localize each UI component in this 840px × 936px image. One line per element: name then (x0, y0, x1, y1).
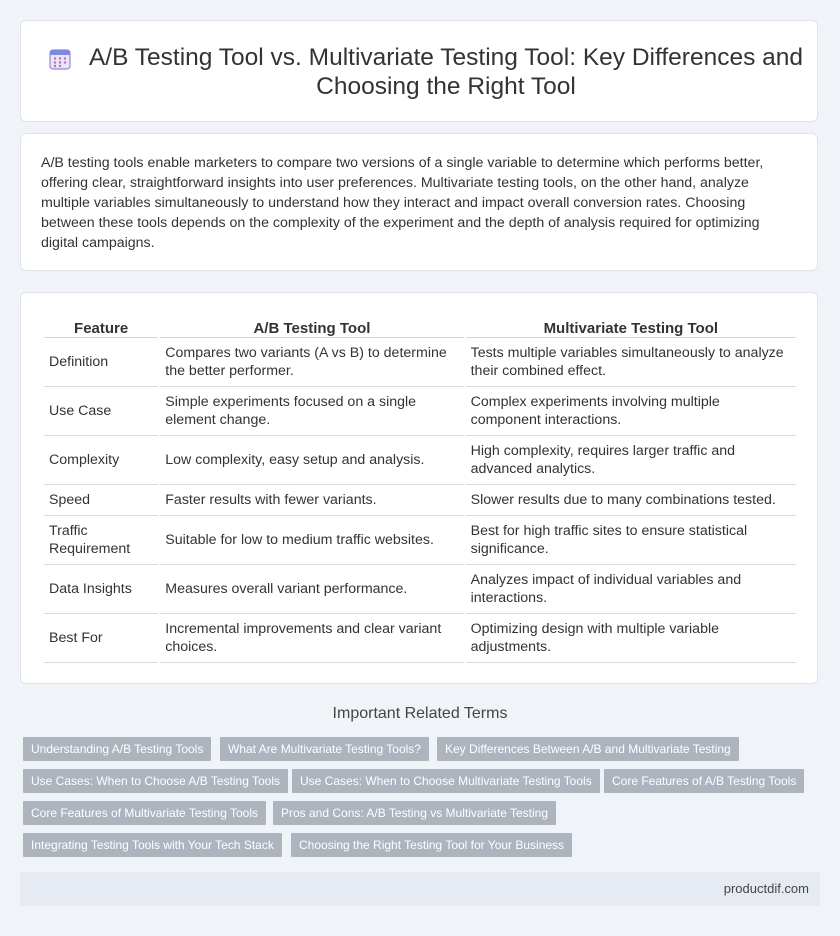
multivariate-cell: Tests multiple variables simultaneously to analyze their combined effect. (466, 338, 796, 387)
multivariate-cell: High complexity, requires larger traffic and advanced analytics. (466, 436, 796, 485)
comparison-table (42, 315, 798, 663)
feature-cell: Definition (44, 338, 158, 387)
feature-cell: Speed (44, 485, 158, 516)
related-term-tag[interactable]: Understanding A/B Testing Tools (23, 737, 211, 761)
related-term-tag[interactable]: What Are Multivariate Testing Tools? (220, 737, 429, 761)
table-row (44, 436, 796, 485)
related-term-tag[interactable]: Use Cases: When to Choose A/B Testing Tools (23, 769, 288, 793)
header-feature: Feature (44, 315, 158, 338)
multivariate-cell: Best for high traffic sites to ensure statistical significance. (466, 516, 796, 565)
footer (20, 872, 820, 906)
related-term-tag[interactable]: Core Features of Multivariate Testing Tools (23, 801, 266, 825)
ab-testing-cell: Compares two variants (A vs B) to determine the better performer. (160, 338, 463, 387)
feature-cell: Complexity (44, 436, 158, 485)
ab-testing-cell: Simple experiments focused on a single element change. (160, 387, 463, 436)
table-row (44, 485, 796, 516)
ab-testing-cell: Faster results with fewer variants. (160, 485, 463, 516)
footer-site: productdif.com (723, 881, 809, 896)
intro-text: A/B testing tools enable marketers to compare two versions of a single variable to determine which performs better, offering clear, straightforward insights into user preferences. Multivariate testing tools, on the other hand, analyze multiple variables simultaneously to understand how they interact and impact overall conversion rates. Choosing between these tools depends on the complexity of the experiment and the depth of analysis required for optimizing digital campaigns. (41, 155, 764, 251)
table-header-row (44, 315, 796, 338)
feature-cell: Best For (44, 614, 158, 663)
table-row (44, 387, 796, 436)
table-row (44, 516, 796, 565)
header-ab-testing: A/B Testing Tool (160, 315, 463, 338)
multivariate-cell: Complex experiments involving multiple component interactions. (466, 387, 796, 436)
calendar-icon (48, 47, 72, 71)
ab-testing-cell: Low complexity, easy setup and analysis. (160, 436, 463, 485)
ab-testing-cell: Suitable for low to medium traffic websites. (160, 516, 463, 565)
related-term-tag[interactable]: Core Features of A/B Testing Tools (604, 769, 804, 793)
related-terms-title: Important Related Terms (332, 705, 508, 722)
related-term-tag[interactable]: Key Differences Between A/B and Multivariate Testing (437, 737, 739, 761)
ab-testing-cell: Measures overall variant performance. (160, 565, 463, 614)
related-term-tag[interactable]: Choosing the Right Testing Tool for Your Business (291, 833, 572, 857)
header-multivariate: Multivariate Testing Tool (466, 315, 796, 338)
intro-card (20, 133, 818, 271)
ab-testing-cell: Incremental improvements and clear variant choices. (160, 614, 463, 663)
related-term-tag[interactable]: Pros and Cons: A/B Testing vs Multivariate Testing (273, 801, 556, 825)
feature-cell: Data Insights (44, 565, 158, 614)
page-title: A/B Testing Tool vs. Multivariate Testing Tool: Key Differences and Choosing the Right Tool (88, 44, 804, 100)
multivariate-cell: Slower results due to many combinations tested. (466, 485, 796, 516)
multivariate-cell: Optimizing design with multiple variable adjustments. (466, 614, 796, 663)
table-row (44, 338, 796, 387)
header-card (20, 20, 818, 122)
multivariate-cell: Analyzes impact of individual variables and interactions. (466, 565, 796, 614)
comparison-table-card (20, 292, 818, 684)
table-row (44, 565, 796, 614)
related-term-tag[interactable]: Integrating Testing Tools with Your Tech Stack (23, 833, 282, 857)
feature-cell: Traffic Requirement (44, 516, 158, 565)
related-term-tag[interactable]: Use Cases: When to Choose Multivariate Testing Tools (292, 769, 600, 793)
table-row (44, 614, 796, 663)
feature-cell: Use Case (44, 387, 158, 436)
